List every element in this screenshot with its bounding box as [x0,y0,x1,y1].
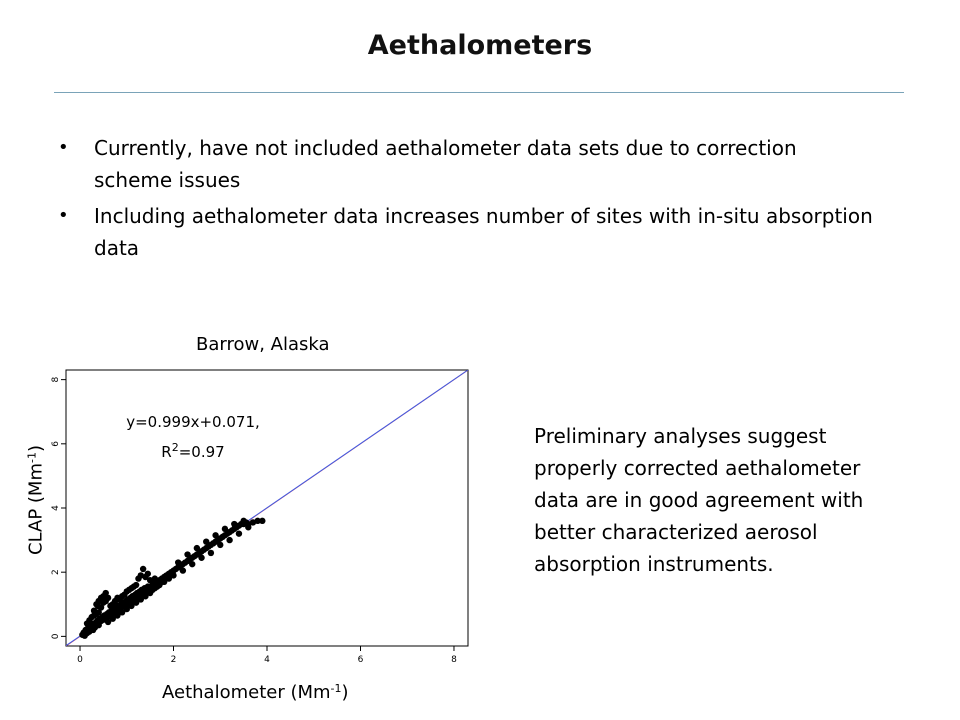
data-point [170,572,176,578]
x-tick-label: 0 [77,655,83,665]
data-point [226,537,232,543]
data-point [95,603,101,609]
data-point [240,518,246,524]
data-point [222,526,228,532]
bullet-dot-icon: • [58,137,69,158]
bullet-item [58,132,878,196]
data-point [159,579,165,585]
data-point [259,518,265,524]
data-point [184,551,190,557]
data-point [180,567,186,573]
data-point [107,603,113,609]
bullet-item [58,200,878,264]
data-point [212,532,218,538]
data-point [152,575,158,581]
fit-annotation [116,410,270,465]
bullet-text: Including aethalometer data increases number of sites with in-situ absorption data [94,204,873,260]
x-tick-label: 6 [357,655,364,665]
data-point [208,550,214,556]
data-point [189,561,195,567]
data-point [194,545,200,551]
data-point [112,598,118,604]
scatter-plot [40,360,480,676]
y-tick-label: 2 [51,569,61,576]
x-tick-label: 2 [170,655,177,665]
data-point [203,538,209,544]
data-point [96,609,102,615]
data-point [140,566,146,572]
y-tick-label: 0 [51,633,61,640]
data-point [217,542,223,548]
fit-equation: y=0.999x+0.071, [126,413,260,431]
chart-title: Barrow, Alaska [196,334,330,355]
bullet-list [58,132,878,268]
slide-title: Aethalometers [367,30,593,61]
y-tick-label: 4 [51,505,61,511]
y-axis-label: CLAP $(Mm^{-1})$ [25,445,47,555]
data-point [119,593,125,599]
bullet-text: Currently, have not included aethalometer data sets due to correction scheme issues [94,136,797,192]
data-point [103,598,109,604]
data-point [145,571,151,577]
y-tick-label: 8 [51,376,61,383]
x-axis-label: Aethalometer $(Mm^{-1})$ [162,682,349,703]
data-point [175,559,181,565]
x-tick-label: 4 [264,655,270,665]
data-point [198,555,204,561]
bullet-dot-icon: • [58,205,69,226]
data-point [135,575,141,581]
fit-r-squared: $R^2=0.97$ [161,441,225,461]
data-point [236,530,242,536]
data-point [126,587,132,593]
title-divider [54,92,904,93]
data-point [245,524,251,530]
side-note: Preliminary analyses suggest properly corrected aethalometer data are in good agreement with better characterized aerosol absorption instruments. [534,424,864,576]
y-tick-label: 6 [51,440,61,447]
data-point [154,583,160,589]
data-point [231,521,237,527]
x-tick-label: 8 [451,655,457,665]
